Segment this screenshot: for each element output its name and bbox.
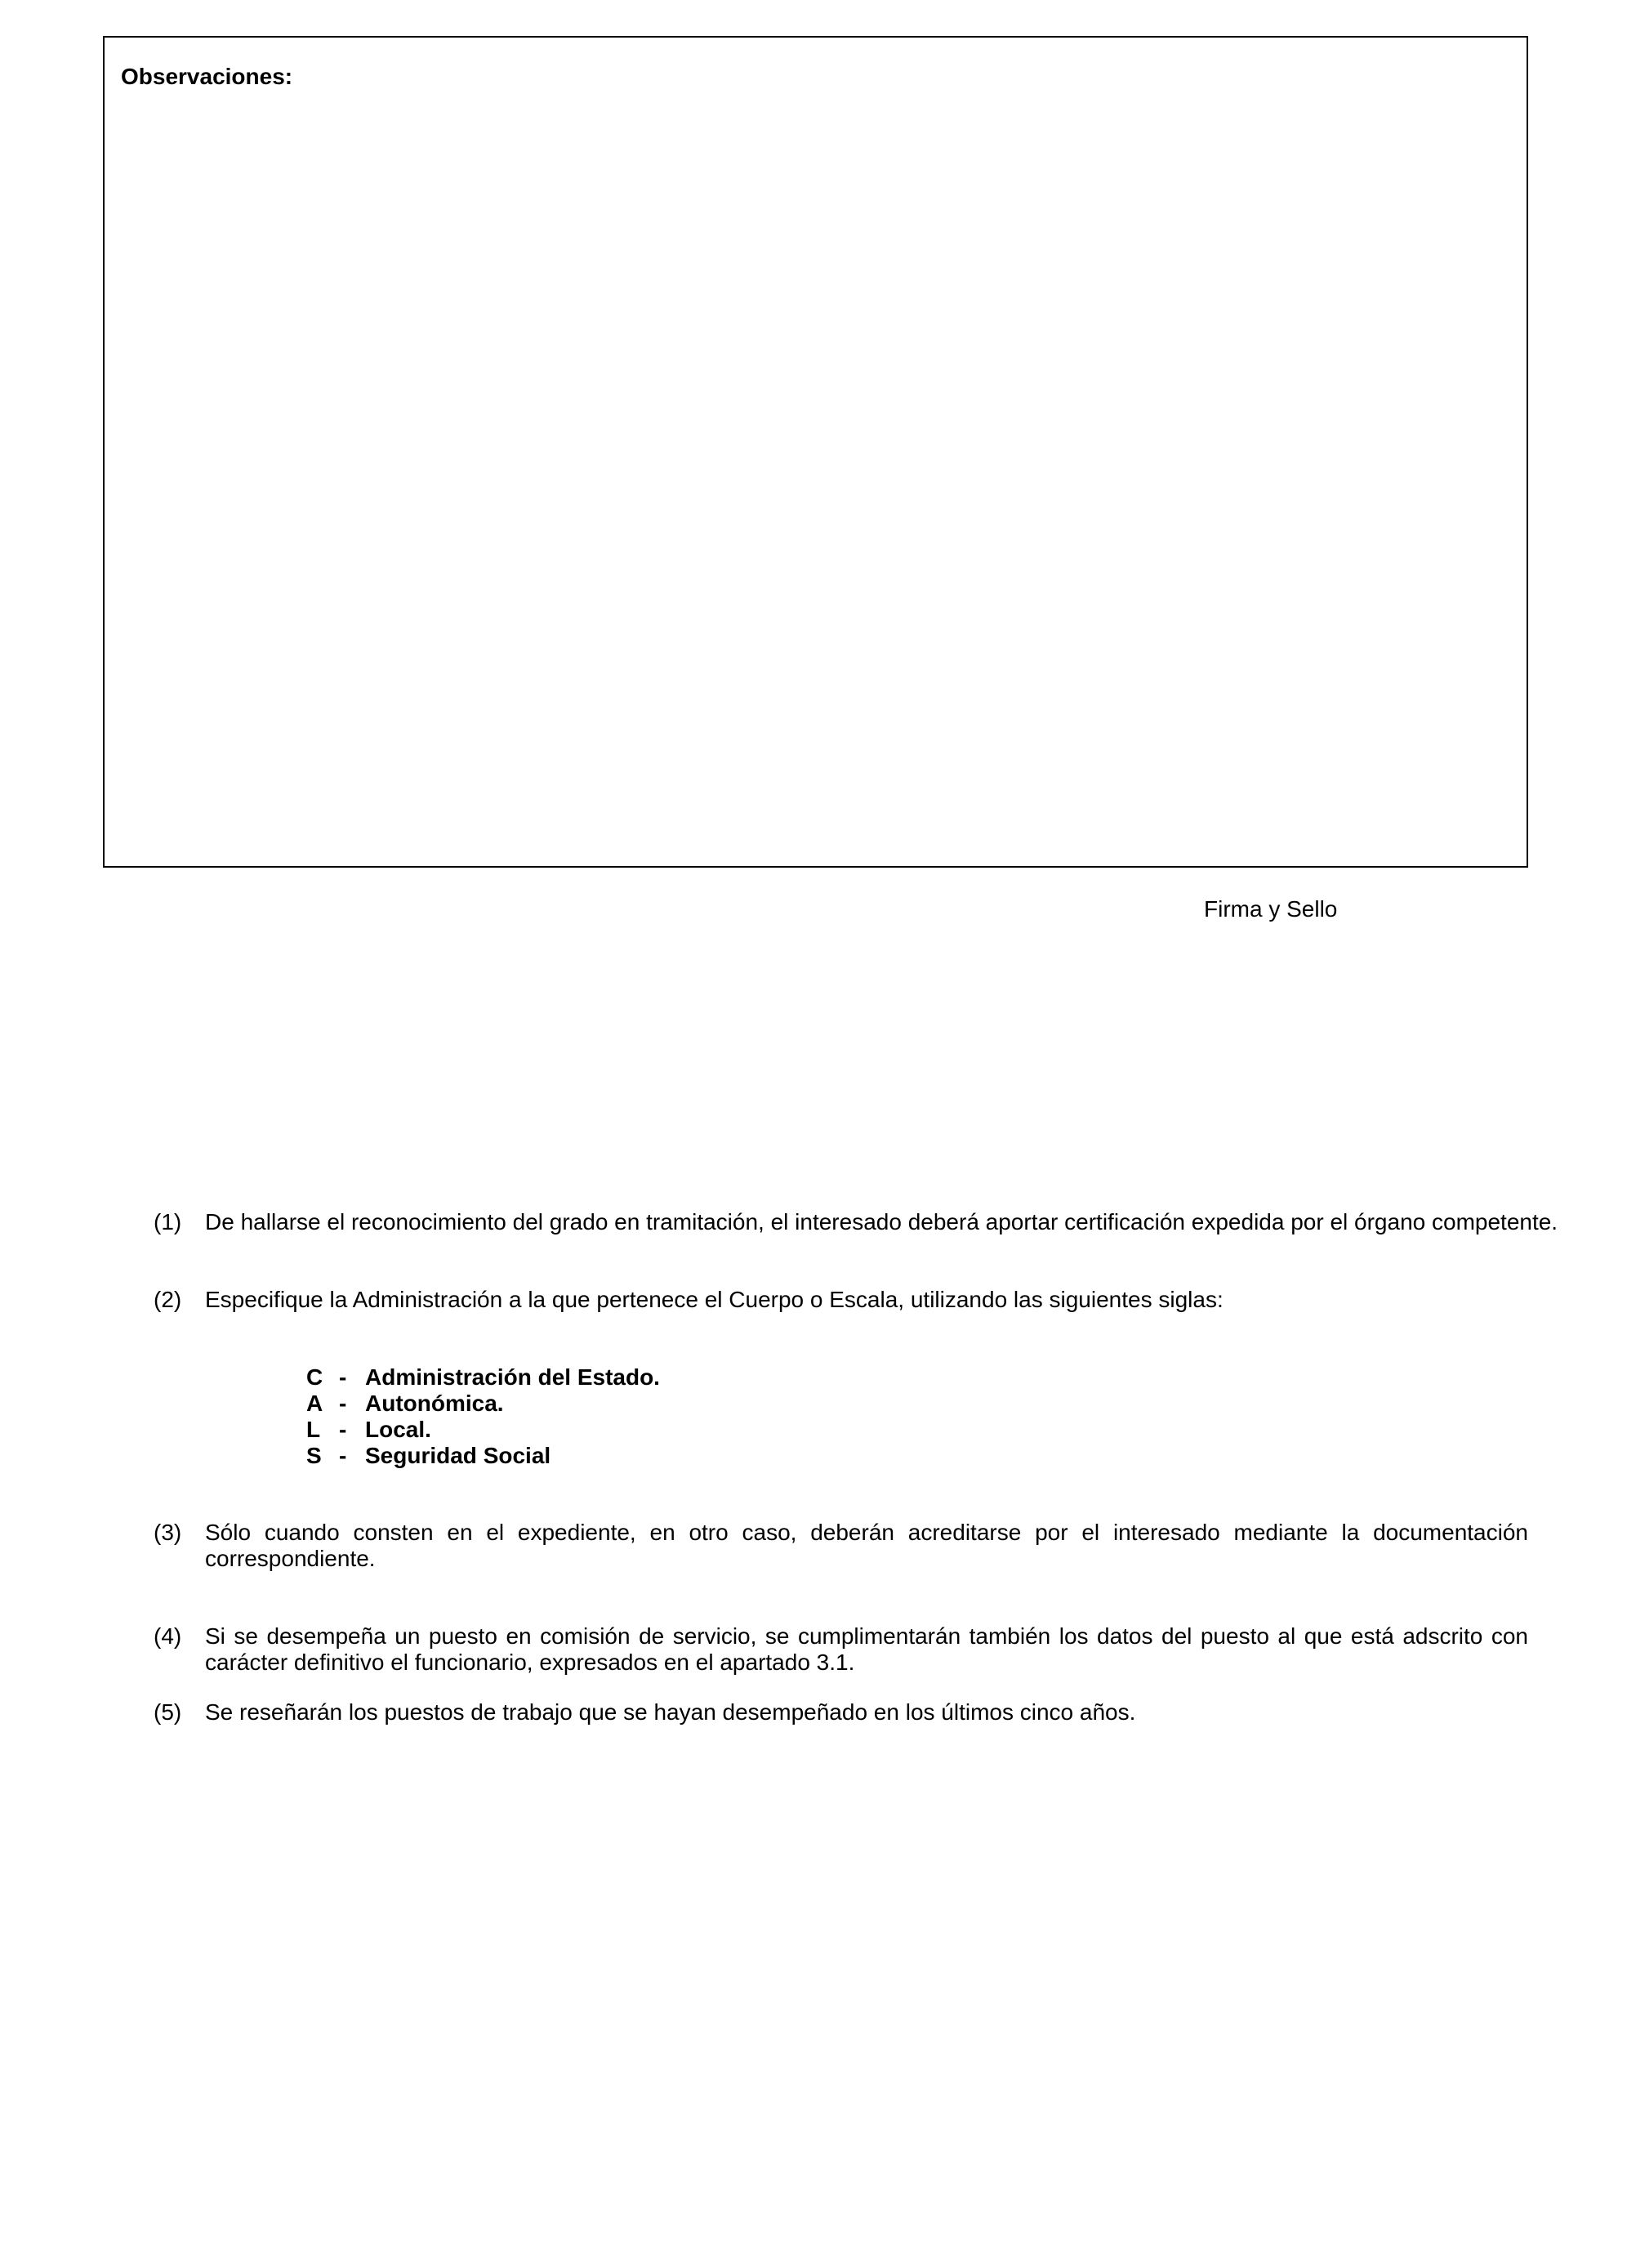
sigla-code: S xyxy=(306,1443,322,1468)
sigla-description: Administración del Estado. xyxy=(365,1364,660,1390)
sigla-item xyxy=(306,1391,660,1417)
footnote-number: (5) xyxy=(154,1699,182,1725)
sigla-item xyxy=(306,1443,660,1469)
footnote-4 xyxy=(154,1623,1528,1676)
observaciones-box xyxy=(103,36,1528,868)
footnote-number: (4) xyxy=(154,1623,182,1649)
footnote-number: (3) xyxy=(154,1520,182,1545)
footnote-text: Especifique la Administración a la que pertenece el Cuerpo o Escala, utilizando las siguientes siglas: xyxy=(205,1287,1224,1312)
sigla-description: Local. xyxy=(365,1417,431,1442)
footnote-2 xyxy=(154,1287,1528,1313)
sigla-item xyxy=(306,1417,660,1443)
sigla-dash: - xyxy=(339,1443,347,1468)
sigla-dash: - xyxy=(339,1417,347,1442)
sigla-description: Seguridad Social xyxy=(365,1443,551,1468)
sigla-code: C xyxy=(306,1364,323,1390)
footnote-3 xyxy=(154,1520,1528,1572)
footnote-text: Si se desempeña un puesto en comisión de servicio, se cumplimentarán también los datos del puesto al que está adscrito con carácter definitivo el funcionario, expresados en el apartado 3.1. xyxy=(205,1623,1528,1675)
footnote-text: Se reseñarán los puestos de trabajo que se hayan desempeñado en los últimos cinco años. xyxy=(205,1699,1136,1725)
footnote-number: (2) xyxy=(154,1287,182,1312)
sigla-code: L xyxy=(306,1417,321,1442)
firma-y-sello-label: Firma y Sello xyxy=(1204,896,1338,922)
siglas-list xyxy=(306,1364,660,1469)
sigla-dash: - xyxy=(339,1364,347,1390)
sigla-dash: - xyxy=(339,1391,347,1416)
footnote-5 xyxy=(154,1699,1528,1726)
footnote-text: De hallarse el reconocimiento del grado en tramitación, el interesado deberá aportar certificación expedida por el órgano competente. xyxy=(205,1209,1558,1234)
footnote-number: (1) xyxy=(154,1209,182,1234)
footnote-text: Sólo cuando consten en el expediente, en otro caso, deberán acreditarse por el interesado mediante la documentación correspondiente. xyxy=(205,1520,1528,1571)
observaciones-label: Observaciones: xyxy=(121,64,293,89)
sigla-item xyxy=(306,1364,660,1391)
footnote-1 xyxy=(154,1209,1558,1235)
sigla-code: A xyxy=(306,1391,323,1416)
sigla-description: Autonómica. xyxy=(365,1391,504,1416)
